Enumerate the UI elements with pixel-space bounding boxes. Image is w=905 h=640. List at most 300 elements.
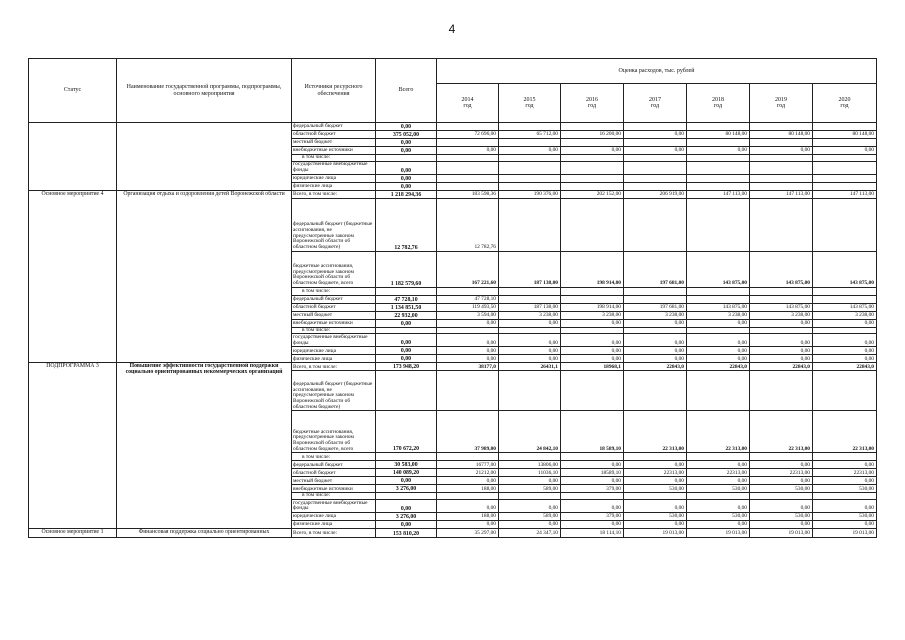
year-value-cell: 183 598,36 [437,190,499,198]
year-value-cell: 0,00 [813,334,877,347]
status-cell: ПОДПРОГРАММА 3 [29,363,117,529]
year-value-cell: 188,00 [437,513,499,521]
total-cell: 1 134 851,50 [376,303,437,311]
year-value-cell: 22843,0 [687,363,750,371]
header-year-2015 [499,84,561,123]
year-value-cell: 37 989,00 [437,411,499,453]
year-value-cell: 0,00 [561,355,624,363]
year-value-cell: 19 013,00 [624,529,687,538]
total-cell: 0,00 [376,355,437,363]
header-year-unit: год [463,103,472,109]
source-cell: внебюджетные источники [292,485,376,493]
year-value-cell [499,327,561,334]
year-value-cell: 190 376,00 [499,190,561,198]
source-cell: в том числе: [292,287,376,295]
source-cell: Всего, в том числе: [292,190,376,198]
year-value-cell [813,123,877,131]
year-value-cell: 0,00 [437,477,499,485]
year-value-cell [813,198,877,251]
source-cell: государственные внебюджетные фонды [292,500,376,513]
source-cell: федеральный бюджет (бюджетные ассигнования, не предусмотренные законом Воронежской области об областном бюджете) [292,198,376,251]
year-value-cell: 206 919,00 [624,190,687,198]
year-value-cell: 0,00 [624,355,687,363]
year-value-cell [499,371,561,411]
year-value-cell [561,295,624,303]
year-value-cell [561,327,624,334]
total-cell: 1 218 294,36 [376,190,437,198]
source-cell: в том числе: [292,453,376,461]
year-value-cell: 22 313,00 [750,411,813,453]
year-value-cell [687,198,750,251]
program-name-cell: Организация отдыха и оздоровления детей Воронежской области [117,190,292,363]
source-cell: государственные внебюджетные фонды [292,334,376,347]
year-value-cell [561,174,624,182]
year-value-cell [561,371,624,411]
year-value-cell [813,493,877,500]
total-cell: 0,00 [376,161,437,174]
year-value-cell: 0,00 [437,147,499,155]
year-value-cell: 18968,1 [561,363,624,371]
year-value-cell: 530,00 [624,485,687,493]
source-cell: в том числе: [292,327,376,334]
year-value-cell: 147 113,00 [813,190,877,198]
year-value-cell: 12 782,76 [437,198,499,251]
year-value-cell [750,123,813,131]
year-value-cell [561,493,624,500]
table-row [29,123,877,131]
year-value-cell [750,493,813,500]
year-value-cell: 3 238,00 [561,311,624,319]
year-value-cell [813,371,877,411]
year-value-cell: 0,00 [437,521,499,529]
year-value-cell [813,182,877,190]
year-value-cell: 143 875,00 [750,303,813,311]
year-value-cell [750,155,813,162]
total-cell: 375 052,00 [376,131,437,139]
year-value-cell: 22843,0 [624,363,687,371]
year-value-cell: 18 589,10 [561,411,624,453]
year-value-cell: 0,00 [813,319,877,327]
year-value-cell: 0,00 [624,319,687,327]
year-value-cell: 198 914,00 [561,303,624,311]
source-cell: бюджетные ассигнования, предусмотренные законом Воронежской области об областном бюджете, всего [292,251,376,287]
year-value-cell: 0,00 [499,147,561,155]
year-value-cell: 0,00 [813,147,877,155]
year-value-cell [499,182,561,190]
year-value-cell [499,139,561,147]
year-value-cell: 0,00 [624,521,687,529]
year-value-cell [499,287,561,295]
year-value-cell [624,155,687,162]
year-value-cell: 22843,0 [750,363,813,371]
year-value-cell: 22313,00 [813,469,877,477]
year-value-cell: 18 114,10 [561,529,624,538]
year-value-cell [624,123,687,131]
year-value-cell [437,371,499,411]
year-value-cell [624,182,687,190]
total-cell: 30 583,00 [376,461,437,469]
year-value-cell: 0,00 [687,334,750,347]
year-value-cell: 198 914,00 [561,251,624,287]
header-status: Статус [29,59,117,123]
year-value-cell: 38177,0 [437,363,499,371]
header-year-number: 2019 [775,96,787,103]
year-value-cell: 530,00 [687,513,750,521]
year-value-cell: 187 138,00 [499,303,561,311]
year-value-cell: 188,00 [437,485,499,493]
total-cell: 0,00 [376,500,437,513]
year-value-cell: 0,00 [813,461,877,469]
header-year-2016 [561,84,624,123]
year-value-cell [624,453,687,461]
year-value-cell: 0,00 [437,355,499,363]
year-value-cell: 0,00 [750,347,813,355]
year-value-cell: 0,00 [750,355,813,363]
year-value-cell: 35 297,00 [437,529,499,538]
source-cell: областной бюджет [292,131,376,139]
year-value-cell: 0,00 [813,521,877,529]
total-cell: 0,00 [376,319,437,327]
total-cell: 1 182 579,60 [376,251,437,287]
year-value-cell [750,287,813,295]
year-value-cell [813,295,877,303]
year-value-cell: 0,00 [750,147,813,155]
year-value-cell [750,371,813,411]
year-value-cell: 3 238,00 [687,311,750,319]
year-value-cell [624,287,687,295]
year-value-cell [813,453,877,461]
total-cell: 140 089,20 [376,469,437,477]
year-value-cell: 143 875,00 [813,303,877,311]
source-cell: местный бюджет [292,477,376,485]
year-value-cell [624,161,687,174]
source-cell: федеральный бюджет (бюджетные ассигнования, не предусмотренные законом Воронежской области об областном бюджете) [292,371,376,411]
source-cell: внебюджетные источники [292,147,376,155]
year-value-cell: 18589,10 [561,469,624,477]
total-cell: 3 276,00 [376,513,437,521]
total-cell: 12 782,76 [376,198,437,251]
header-year-number: 2014 [461,96,474,103]
source-cell: внебюджетные источники [292,319,376,327]
year-value-cell: 19 013,00 [687,529,750,538]
header-year-unit: год [713,103,723,109]
year-value-cell: 22 313,00 [813,411,877,453]
year-value-cell: 202 152,00 [561,190,624,198]
year-value-cell [687,139,750,147]
year-value-cell [687,453,750,461]
year-value-cell: 19 013,00 [813,529,877,538]
source-cell: федеральный бюджет [292,123,376,131]
header-year-2018 [687,84,750,123]
year-value-cell [561,287,624,295]
year-value-cell: 0,00 [687,347,750,355]
year-value-cell: 0,00 [687,521,750,529]
total-cell: 0,00 [376,521,437,529]
year-value-cell [561,453,624,461]
total-cell: 0,00 [376,174,437,182]
year-value-cell: 0,00 [687,147,750,155]
year-value-cell: 0,00 [624,131,687,139]
year-value-cell: 80 148,00 [750,131,813,139]
year-value-cell [499,493,561,500]
year-value-cell [561,123,624,131]
source-cell: юридические лица [292,513,376,521]
total-cell: 153 810,20 [376,529,437,538]
year-value-cell: 0,00 [437,319,499,327]
year-value-cell: 0,00 [561,319,624,327]
year-value-cell: 147 113,00 [687,190,750,198]
year-value-cell: 530,00 [687,485,750,493]
year-value-cell: 3 238,00 [750,311,813,319]
header-sources: Источники ресурсного обеспечения [292,59,376,123]
total-cell: 0,00 [376,347,437,355]
year-value-cell [437,182,499,190]
header-year-2017 [624,84,687,123]
year-value-cell [813,287,877,295]
year-value-cell: 0,00 [437,334,499,347]
year-value-cell: 0,00 [687,355,750,363]
status-cell: Основное мероприятие 4 [29,190,117,363]
year-value-cell [624,174,687,182]
year-value-cell [624,139,687,147]
header-year-unit: год [776,103,786,109]
header-year-2020 [813,84,877,123]
header-estimate: Оценка расходов, тыс. рублей [437,59,877,84]
year-value-cell: 22843,0 [813,363,877,371]
year-value-cell [687,182,750,190]
year-value-cell: 0,00 [687,461,750,469]
year-value-cell: 0,00 [813,500,877,513]
status-cell: Основное мероприятие 1 [29,529,117,538]
total-cell [376,287,437,295]
year-value-cell: 0,00 [561,461,624,469]
year-value-cell [499,161,561,174]
year-value-cell: 0,00 [437,500,499,513]
total-cell: 47 728,10 [376,295,437,303]
year-value-cell [624,295,687,303]
source-cell: федеральный бюджет [292,461,376,469]
year-value-cell: 22313,00 [750,469,813,477]
header-year-2019 [750,84,813,123]
year-value-cell: 3 238,00 [624,311,687,319]
source-cell: в том числе: [292,493,376,500]
year-value-cell: 0,00 [687,319,750,327]
source-cell: физические лица [292,521,376,529]
total-cell [376,493,437,500]
year-value-cell: 379,00 [561,485,624,493]
year-value-cell: 143 875,00 [687,303,750,311]
year-value-cell [813,327,877,334]
year-value-cell [499,295,561,303]
year-value-cell: 0,00 [499,319,561,327]
year-value-cell: 0,00 [624,477,687,485]
year-value-cell: 530,00 [750,513,813,521]
year-value-cell: 0,00 [624,347,687,355]
year-value-cell: 530,00 [624,513,687,521]
year-value-cell: 0,00 [687,500,750,513]
table-row [29,529,877,538]
year-value-cell: 0,00 [750,334,813,347]
year-value-cell [687,174,750,182]
source-cell: государственные внебюджетные фонды [292,161,376,174]
source-cell: федеральный бюджет [292,295,376,303]
year-value-cell: 0,00 [687,477,750,485]
year-value-cell [499,155,561,162]
year-value-cell: 3 238,00 [499,311,561,319]
year-value-cell: 16777,00 [437,461,499,469]
header-year-2014 [437,84,499,123]
year-value-cell [687,287,750,295]
year-value-cell: 143 875,00 [687,251,750,287]
year-value-cell [499,198,561,251]
year-value-cell [687,123,750,131]
header-year-number: 2017 [649,96,661,103]
year-value-cell: 22 313,00 [687,411,750,453]
year-value-cell: 143 875,00 [750,251,813,287]
source-cell: юридические лица [292,174,376,182]
year-value-cell: 119 493,50 [437,303,499,311]
year-value-cell: 197 681,00 [624,303,687,311]
year-value-cell: 143 875,00 [813,251,877,287]
year-value-cell [437,327,499,334]
year-value-cell: 0,00 [561,147,624,155]
year-value-cell: 3 238,00 [813,311,877,319]
year-value-cell: 0,00 [750,477,813,485]
year-value-cell: 0,00 [624,500,687,513]
total-cell: 0,00 [376,477,437,485]
source-cell: физические лица [292,182,376,190]
year-value-cell: 0,00 [499,347,561,355]
year-value-cell: 589,00 [499,513,561,521]
year-value-cell: 19 013,00 [750,529,813,538]
source-cell: бюджетные ассигнования, предусмотренные законом Воронежской области об областном бюджете, всего [292,411,376,453]
year-value-cell [750,327,813,334]
total-cell: 0,00 [376,147,437,155]
year-value-cell: 22313,00 [687,469,750,477]
year-value-cell: 167 221,60 [437,251,499,287]
year-value-cell: 0,00 [561,334,624,347]
year-value-cell [624,327,687,334]
total-cell [376,371,437,411]
table-row [29,190,877,198]
program-name-cell: Финансовая поддержка социально ориентированных [117,529,292,538]
header-name: Наименование государственной программы, подпрограммы, основного мероприятия [117,59,292,123]
year-value-cell: 147 113,00 [750,190,813,198]
year-value-cell: 11036,10 [499,469,561,477]
year-value-cell [437,453,499,461]
year-value-cell: 379,00 [561,513,624,521]
year-value-cell: 0,00 [437,347,499,355]
year-value-cell [437,287,499,295]
year-value-cell [624,198,687,251]
source-cell: местный бюджет [292,139,376,147]
year-value-cell [687,161,750,174]
total-cell [376,155,437,162]
total-cell: 0,00 [376,334,437,347]
total-cell [376,327,437,334]
year-value-cell [561,155,624,162]
year-value-cell: 0,00 [750,521,813,529]
year-value-cell: 26431,1 [499,363,561,371]
year-value-cell [687,155,750,162]
year-value-cell [813,161,877,174]
total-cell: 173 948,20 [376,363,437,371]
year-value-cell: 47 728,10 [437,295,499,303]
year-value-cell: 589,00 [499,485,561,493]
year-value-cell: 72 696,00 [437,131,499,139]
year-value-cell: 65 712,00 [499,131,561,139]
total-cell [376,453,437,461]
total-cell: 0,00 [376,139,437,147]
header-year-unit: год [650,103,660,109]
status-cell [29,123,117,191]
year-value-cell: 0,00 [561,477,624,485]
year-value-cell: 530,00 [813,513,877,521]
year-value-cell [437,161,499,174]
year-value-cell: 21212,00 [437,469,499,477]
year-value-cell [561,139,624,147]
source-cell: областной бюджет [292,469,376,477]
year-value-cell: 0,00 [750,461,813,469]
year-value-cell: 0,00 [624,334,687,347]
header-total: Всего [376,59,437,123]
year-value-cell [813,174,877,182]
source-cell: Всего, в том числе: [292,529,376,538]
year-value-cell [437,123,499,131]
year-value-cell: 0,00 [499,477,561,485]
year-value-cell: 0,00 [561,347,624,355]
year-value-cell [750,161,813,174]
source-cell: юридические лица [292,347,376,355]
year-value-cell: 22313,00 [624,469,687,477]
year-value-cell: 0,00 [561,521,624,529]
year-value-cell [624,371,687,411]
total-cell: 3 276,00 [376,485,437,493]
year-value-cell: 0,00 [624,147,687,155]
year-value-cell [499,174,561,182]
year-value-cell: 13806,00 [499,461,561,469]
year-value-cell: 3 594,00 [437,311,499,319]
year-value-cell: 0,00 [750,500,813,513]
year-value-cell [437,493,499,500]
year-value-cell: 0,00 [499,500,561,513]
year-value-cell [750,198,813,251]
year-value-cell [813,139,877,147]
year-value-cell: 0,00 [499,355,561,363]
year-value-cell [687,327,750,334]
year-value-cell: 24 842,10 [499,411,561,453]
year-value-cell: 0,00 [750,319,813,327]
source-cell: областной бюджет [292,303,376,311]
year-value-cell [687,493,750,500]
year-value-cell: 0,00 [813,347,877,355]
year-value-cell: 0,00 [813,355,877,363]
year-value-cell [750,174,813,182]
budget-table [28,58,877,538]
header-year-number: 2015 [523,96,536,103]
header-year-number: 2016 [586,96,598,103]
header-year-unit: год [840,103,849,109]
year-value-cell: 197 681,00 [624,251,687,287]
year-value-cell [437,174,499,182]
year-value-cell: 0,00 [499,521,561,529]
total-cell: 22 932,00 [376,311,437,319]
header-year-number: 2020 [838,96,851,103]
total-cell: 170 672,20 [376,411,437,453]
source-cell: физические лица [292,355,376,363]
header-year-number: 2018 [712,96,724,103]
year-value-cell [750,182,813,190]
